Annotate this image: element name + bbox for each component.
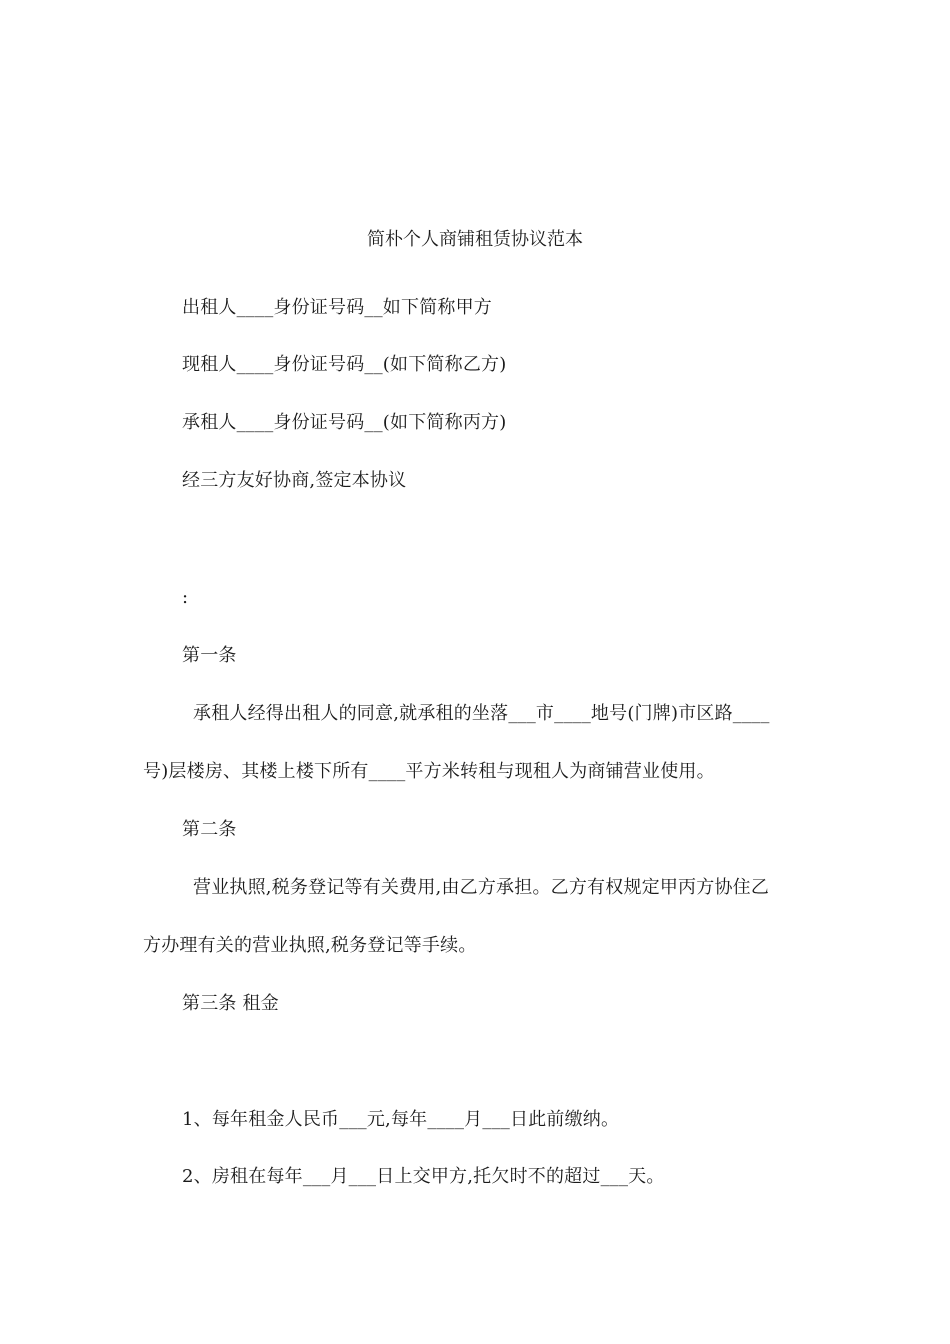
article-2-text-line-1: 营业执照,税务登记等有关费用,由乙方承担。乙方有权规定甲丙方协住乙: [193, 877, 770, 898]
article-2-heading: 第二条: [182, 819, 237, 840]
rent-clause-2: 2、房租在每年___月___日上交甲方,托欠时不的超过___天。: [182, 1166, 665, 1187]
current-tenant-line: 现租人____身份证号码__(如下简称乙方): [182, 354, 507, 375]
rent-clause-1: 1、每年租金人民币___元,每年____月___日此前缴纳。: [182, 1109, 620, 1130]
article-1-text-line-1: 承租人经得出租人的同意,就承租的坐落___市____地号(门牌)市区路____: [193, 703, 770, 724]
article-2-text-line-2: 方办理有关的营业执照,税务登记等手续。: [143, 935, 477, 956]
lessee-line: 承租人____身份证号码__(如下简称丙方): [182, 412, 507, 433]
article-3-heading: 第三条 租金: [182, 993, 279, 1014]
document-title: 简朴个人商铺租赁协议范本: [367, 229, 583, 250]
agreement-intro: 经三方友好协商,签定本协议: [182, 470, 407, 491]
lessor-line: 出租人____身份证号码__如下简称甲方: [182, 297, 492, 318]
article-1-text-line-2: 号)层楼房、其楼上楼下所有____平方米转租与现租人为商铺营业使用。: [143, 761, 715, 782]
colon-line: :: [182, 587, 189, 608]
article-1-heading: 第一条: [182, 645, 237, 666]
